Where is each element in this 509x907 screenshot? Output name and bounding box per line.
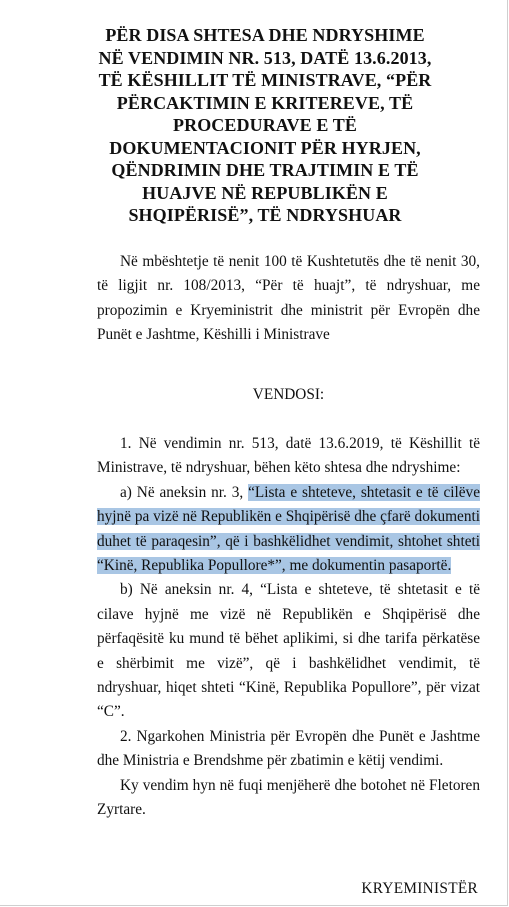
article-2: 2. Ngarkohen Ministria për Evropën dhe Punët e Jashtme dhe Ministria e Brendshme për zbatimin e këtij vendimi. [97,727,480,770]
closing-paragraph: Ky vendim hyn në fuqi menjëherë dhe botohet në Fletoren Zyrtare. [97,776,480,819]
title-line: PËR DISA SHTESA DHE NDRYSHIME [105,25,425,45]
document-title [82,24,448,227]
point-a-prefix: a) Në aneksin nr. 3, [120,483,249,501]
title-line: QËNDRIMIN DHE TRAJTIMIN E TË [111,160,419,180]
preamble-section [97,250,480,348]
article-1-intro: 1. Në vendimin nr. 513, datë 13.6.2019, të Këshillit të Ministrave, të ndryshuar, bëhen këto shtesa dhe ndryshime: [97,435,480,477]
title-line: PËRCAKTIMIN E KRITEREVE, TË [116,92,414,113]
articles-section [97,432,480,823]
signature-label: KRYEMINISTËR [361,880,478,897]
title-line: HUAJVE NË REPUBLIKËN E [142,182,388,203]
title-line: DOKUMENTACIONIT PËR HYRJEN, [109,137,421,158]
title-line: PROCEDURAVE E TË [173,115,357,135]
preamble-paragraph: Në mbështetje të nenit 100 të Kushtetutës dhe të nenit 30, të ligjit nr. 108/2013, “Për të huajt”, të ndryshuar, me propozimin e Kryeministrit dhe ministrit për Evropën dhe Punët e Jashtme, Këshilli i Ministrave [97,253,480,344]
article-1-point-a [97,481,480,579]
title-line: NË VENDIMIN NR. 513, DATË 13.6.2013, [98,47,432,68]
title-line: SHQIPËRISË”, TË NDRYSHUAR [128,205,402,225]
decision-heading: VENDOSI: [252,386,325,403]
article-1-point-b: b) Në aneksin nr. 4, “Lista e shteteve, të shtetasit e të cilave hyjnë me vizë në Republikën e Shqipërisë dhe përfaqësitë ku mund të bëhet aplikimi, si dhe tarifa përkatëse e shërbimit me vizë”, që i bashkëlidhet vendimit, të ndryshuar, hiqet shteti “Kinë, Republika Popullore”, për vizat “C”. [97,581,480,721]
title-line: TË KËSHILLIT TË MINISTRAVE, “PËR [98,70,432,90]
highlighted-text-selection[interactable]: “Lista e shteteve, shtetasit e të cilëve hyjnë pa vizë në Republikën e Shqipërisë dhe çfarë dokumenti duhet të paraqesin”, që i bashkëlidhet vendimit, shtohet shteti “Kinë, Republika Popullore*”, me dokumentin pasaportë. [97,483,480,575]
